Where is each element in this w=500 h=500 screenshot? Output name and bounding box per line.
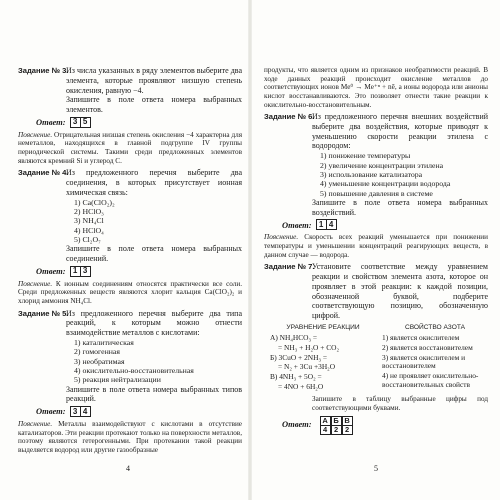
option: 3) использование катализатора xyxy=(320,169,423,179)
answer-cell: 4 xyxy=(80,406,91,417)
answer-header-cell: А xyxy=(320,416,331,426)
task-7 xyxy=(264,262,488,321)
option: 1) понижение температуры xyxy=(320,151,411,161)
task-5-explanation xyxy=(18,420,242,455)
reactions-header: УРАВНЕНИЕ РЕАКЦИИ xyxy=(286,323,360,331)
answer-header-cell: В xyxy=(342,416,353,426)
answer-header-cell: Б xyxy=(331,416,342,426)
answer-cell: 4 xyxy=(320,425,331,435)
reaction-line: Б) 3CuO + 2NH₃ = xyxy=(270,352,328,362)
explanation-text: К ионным соединениям относятся практически все соли. Среди предложенных веществ являются хлорит кальция Ca(ClO₂)₂ и хлорид аммония NH₄Cl. xyxy=(18,279,243,306)
task-6-answer xyxy=(282,219,488,230)
matching-table xyxy=(270,324,488,393)
answer-cell: 3 xyxy=(70,406,81,417)
option: 1) Ca(ClO₂)₂ xyxy=(74,197,115,207)
option: 4) HClO₄ xyxy=(74,225,104,235)
reactions-column xyxy=(270,324,376,393)
answer-cell: 3 xyxy=(80,266,91,277)
answer-label: Ответ: xyxy=(282,419,312,430)
explanation-label: Пояснение. xyxy=(18,130,53,139)
task-4-label: Задание № 4. xyxy=(18,168,69,178)
option: 3) необратимая xyxy=(74,356,125,366)
explanation-label: Пояснение. xyxy=(18,279,53,288)
task-4-answer xyxy=(36,266,242,277)
page-number: 4 xyxy=(126,464,130,473)
task-7-instruction: Запишите в таблицу выбранные цифры под соответствующими буквами. xyxy=(312,395,488,413)
task-4 xyxy=(18,168,242,263)
option: 3) NH₄Cl xyxy=(74,216,104,226)
option: 2) HClO₃ xyxy=(74,206,104,216)
task-6-text: Из предложенного перечня внешних воздействий выберите два воздействия, которые приводят к уменьшению скорости реакции этилена с водородом: xyxy=(312,112,488,151)
explanation-label: Пояснение. xyxy=(264,233,299,242)
right-page xyxy=(250,0,500,500)
task-6-instruction: Запишите в поле ответа номера выбранных воздействий. xyxy=(312,197,488,217)
task-4-text: Из предложенного перечня выберите два соединения, в которых присутствует ионная химическая связь: xyxy=(66,168,242,197)
answer-label: Ответ: xyxy=(282,219,312,230)
page-number: 5 xyxy=(374,464,378,473)
task-7-text: Установите соответствие между уравнением реакции и свойством элемента азота, которое он проявляет в этой реакции: к каждой позиции, обозначенной буквой, подберите соответствующую позицию, обозначенную цифрой. xyxy=(312,262,488,321)
task-7-answer xyxy=(282,416,488,434)
task-5-answer xyxy=(36,406,242,417)
task-4-instruction: Запишите в поле ответа номера выбранных соединений. xyxy=(66,244,242,264)
task-5 xyxy=(18,309,242,404)
option: 1) каталитическая xyxy=(74,337,134,347)
answer-cell: 1 xyxy=(70,266,81,277)
task-3 xyxy=(18,66,242,115)
explanation-text: Скорость всех реакций уменьшается при понижении температуры и уменьшении концентраций реагирующих веществ, в данном случае — водорода. xyxy=(264,233,488,259)
task-3-answer xyxy=(36,117,242,128)
answer-label: Ответ: xyxy=(36,116,66,127)
reaction-line: А) NH₄HCO₃ = xyxy=(270,333,318,343)
answer-cell: 2 xyxy=(342,425,353,435)
property-item: 3) является окислителем и восстановителем xyxy=(382,352,466,371)
option: 2) гомогенная xyxy=(74,347,120,357)
answer-label: Ответ: xyxy=(36,265,66,276)
properties-header: СВОЙСТВО АЗОТА xyxy=(404,323,466,331)
task-6 xyxy=(264,112,488,217)
reaction-line: = 4NO + 6H₂O xyxy=(278,381,324,391)
answer-cell: 5 xyxy=(80,117,91,128)
option: 5) реакция нейтрализации xyxy=(74,375,161,385)
answer-cell: 4 xyxy=(326,219,337,230)
option: 4) уменьшение концентрации водорода xyxy=(320,179,451,189)
task-5-instruction: Запишите в поле ответа номера выбранных типов реакций. xyxy=(66,384,242,404)
task-3-text: Из числа указанных в ряду элементов выберите два элемента, которые проявляют низшую степень окисления, равную −4. xyxy=(66,66,243,95)
task-5-text: Из предложенного перечня выберите два типа реакций, к которым можно отнести взаимодействие металлов с кислотами: xyxy=(66,308,242,338)
option: 4) окислительно-восстановительная xyxy=(74,365,194,375)
property-item: 1) является окислителем xyxy=(382,333,460,343)
answer-label: Ответ: xyxy=(36,406,66,417)
reaction-line: = NH₃ + H₂O + CO₂ xyxy=(278,342,340,352)
reaction-line: = N₂ + 3Cu +3H₂O xyxy=(278,362,336,372)
answer-cell: 1 xyxy=(316,219,327,230)
answer-cell: 3 xyxy=(70,117,81,128)
property-item: 2) является восстановителем xyxy=(382,342,473,352)
task-5-label: Задание № 5. xyxy=(18,308,69,318)
option: 5) Cl₂O₇ xyxy=(74,234,101,244)
task-3-explanation xyxy=(18,131,242,166)
task-6-label: Задание № 6. xyxy=(264,112,315,122)
option: 2) увеличение концентрации этилена xyxy=(320,160,444,170)
answer-cell: 2 xyxy=(331,425,342,435)
task-3-instruction: Запишите в поле ответа номера выбранных элементов. xyxy=(66,95,242,114)
explanation-label: Пояснение. xyxy=(18,420,53,429)
task-3-label: Задание № 3. xyxy=(18,66,69,75)
task-7-label: Задание № 7. xyxy=(264,262,315,272)
task-4-explanation xyxy=(18,280,242,306)
continuation-text: продукты, что является одним из признаков необратимости реакций. В ходе данных реакций происходит окисление металлов до соответствующих ионов Me⁰ → Me⁺ⁿ + nē, а ионы водорода или анионы кислот восстанавливаются. Это позволяет отнести такие реакции к окислительно-восстановительным. xyxy=(264,66,488,109)
reaction-line: В) 4NH₃ + 5O₂ = xyxy=(270,372,322,382)
property-item: 4) не проявляет окислительно-восстановительных свойств xyxy=(382,371,479,389)
answer-table xyxy=(320,416,353,434)
explanation-text: Отрицательная низшая степень окисления −4 характерна для неметаллов, находящихся в главной подгруппе IV группы периодической системы. Такими среди предложенных элементов являются кремний Si и углерод C. xyxy=(18,130,242,165)
explanation-text: Металлы взаимодействуют с кислотами в отсутствие катализаторов. Эти реакции протекают только на поверхности металлов, поэтому являются гетерогенными. При протекании такой реакции выделяется водород или другие газообразные xyxy=(18,420,242,455)
task-6-explanation xyxy=(264,233,488,259)
properties-column xyxy=(382,324,488,393)
option: 5) повышение давления в системе xyxy=(320,188,433,198)
